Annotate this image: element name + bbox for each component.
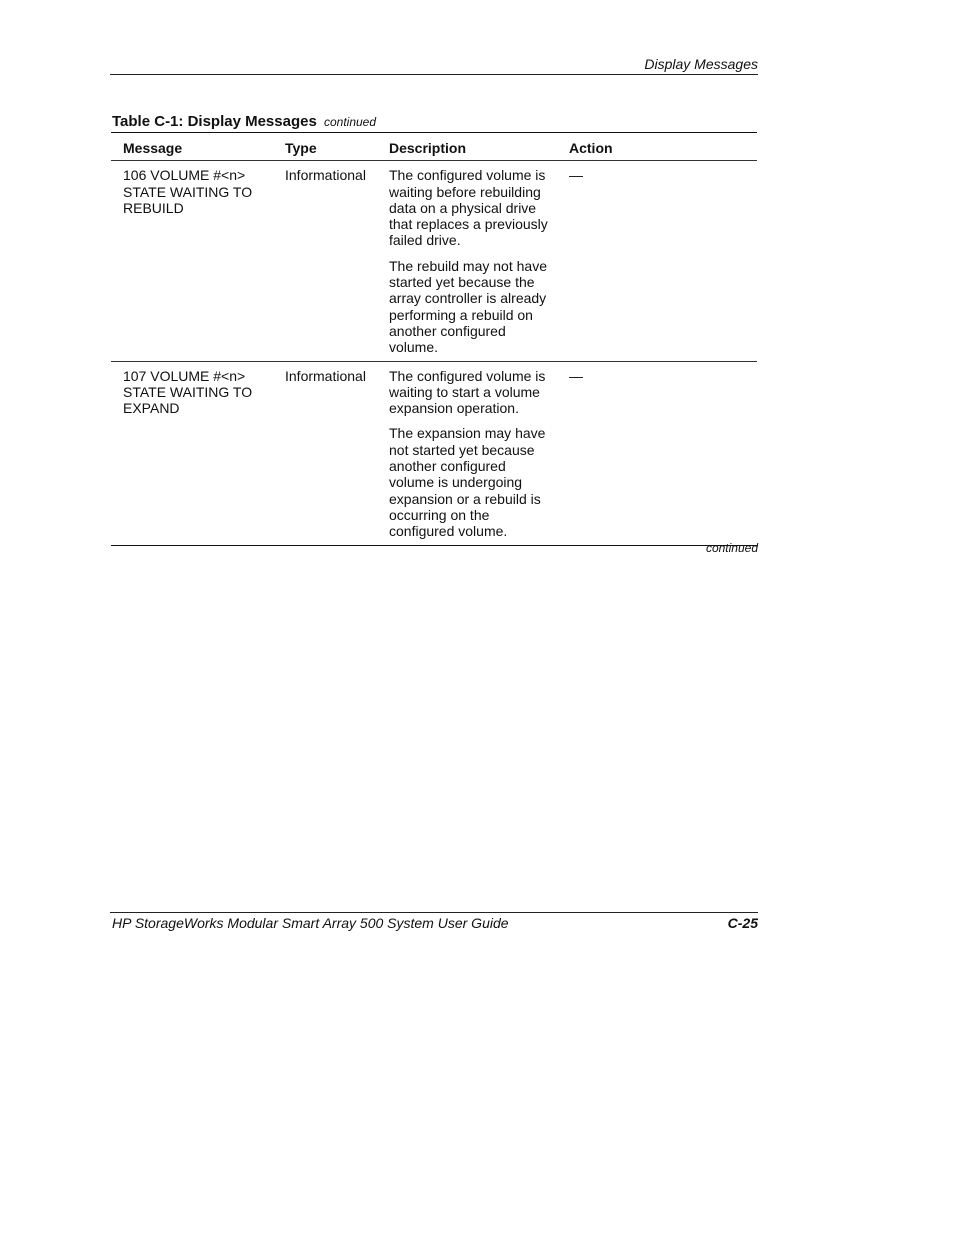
display-messages-table <box>111 132 757 546</box>
table-row <box>111 161 757 361</box>
footer-document-title: HP StorageWorks Modular Smart Array 500 System User Guide <box>112 915 509 931</box>
table-continued-note: continued <box>705 541 758 555</box>
header-rule <box>110 74 758 75</box>
action-cell: — <box>569 361 757 545</box>
page-number: C-25 <box>727 915 758 931</box>
message-cell <box>111 161 285 361</box>
column-header-message: Message <box>111 133 285 161</box>
column-header-action: Action <box>569 133 757 161</box>
table-caption-title: Table C-1: Display Messages <box>112 113 317 130</box>
message-text: 106 VOLUME #<n> STATE WAITING TO REBUILD <box>123 167 253 216</box>
table-row <box>111 361 757 545</box>
description-paragraph: The configured volume is waiting to start a volume expansion operation. <box>389 367 546 417</box>
message-text: 107 VOLUME #<n> STATE WAITING TO EXPAND <box>123 367 253 417</box>
message-cell <box>111 361 285 545</box>
description-paragraph: The expansion may have not started yet because another configured volume is undergoing expansion or a rebuild is occurring on the configured volume. <box>389 425 546 540</box>
description-cell <box>389 361 569 545</box>
running-header: Display Messages <box>644 56 758 72</box>
type-cell: Informational <box>285 161 389 361</box>
description-paragraph: The configured volume is waiting before rebuilding data on a physical drive that replaces a previously failed drive. <box>389 167 548 249</box>
description-cell <box>389 161 569 361</box>
type-cell: Informational <box>285 361 389 545</box>
table-header-row <box>111 133 757 161</box>
column-header-type: Type <box>285 133 389 161</box>
description-paragraph: The rebuild may not have started yet because the array controller is already performing a rebuild on another configured volume. <box>389 257 547 356</box>
action-cell: — <box>569 161 757 361</box>
column-header-description: Description <box>389 133 569 161</box>
table-caption-continued: continued <box>323 115 377 129</box>
table-caption <box>112 113 376 130</box>
footer-rule <box>110 912 758 913</box>
